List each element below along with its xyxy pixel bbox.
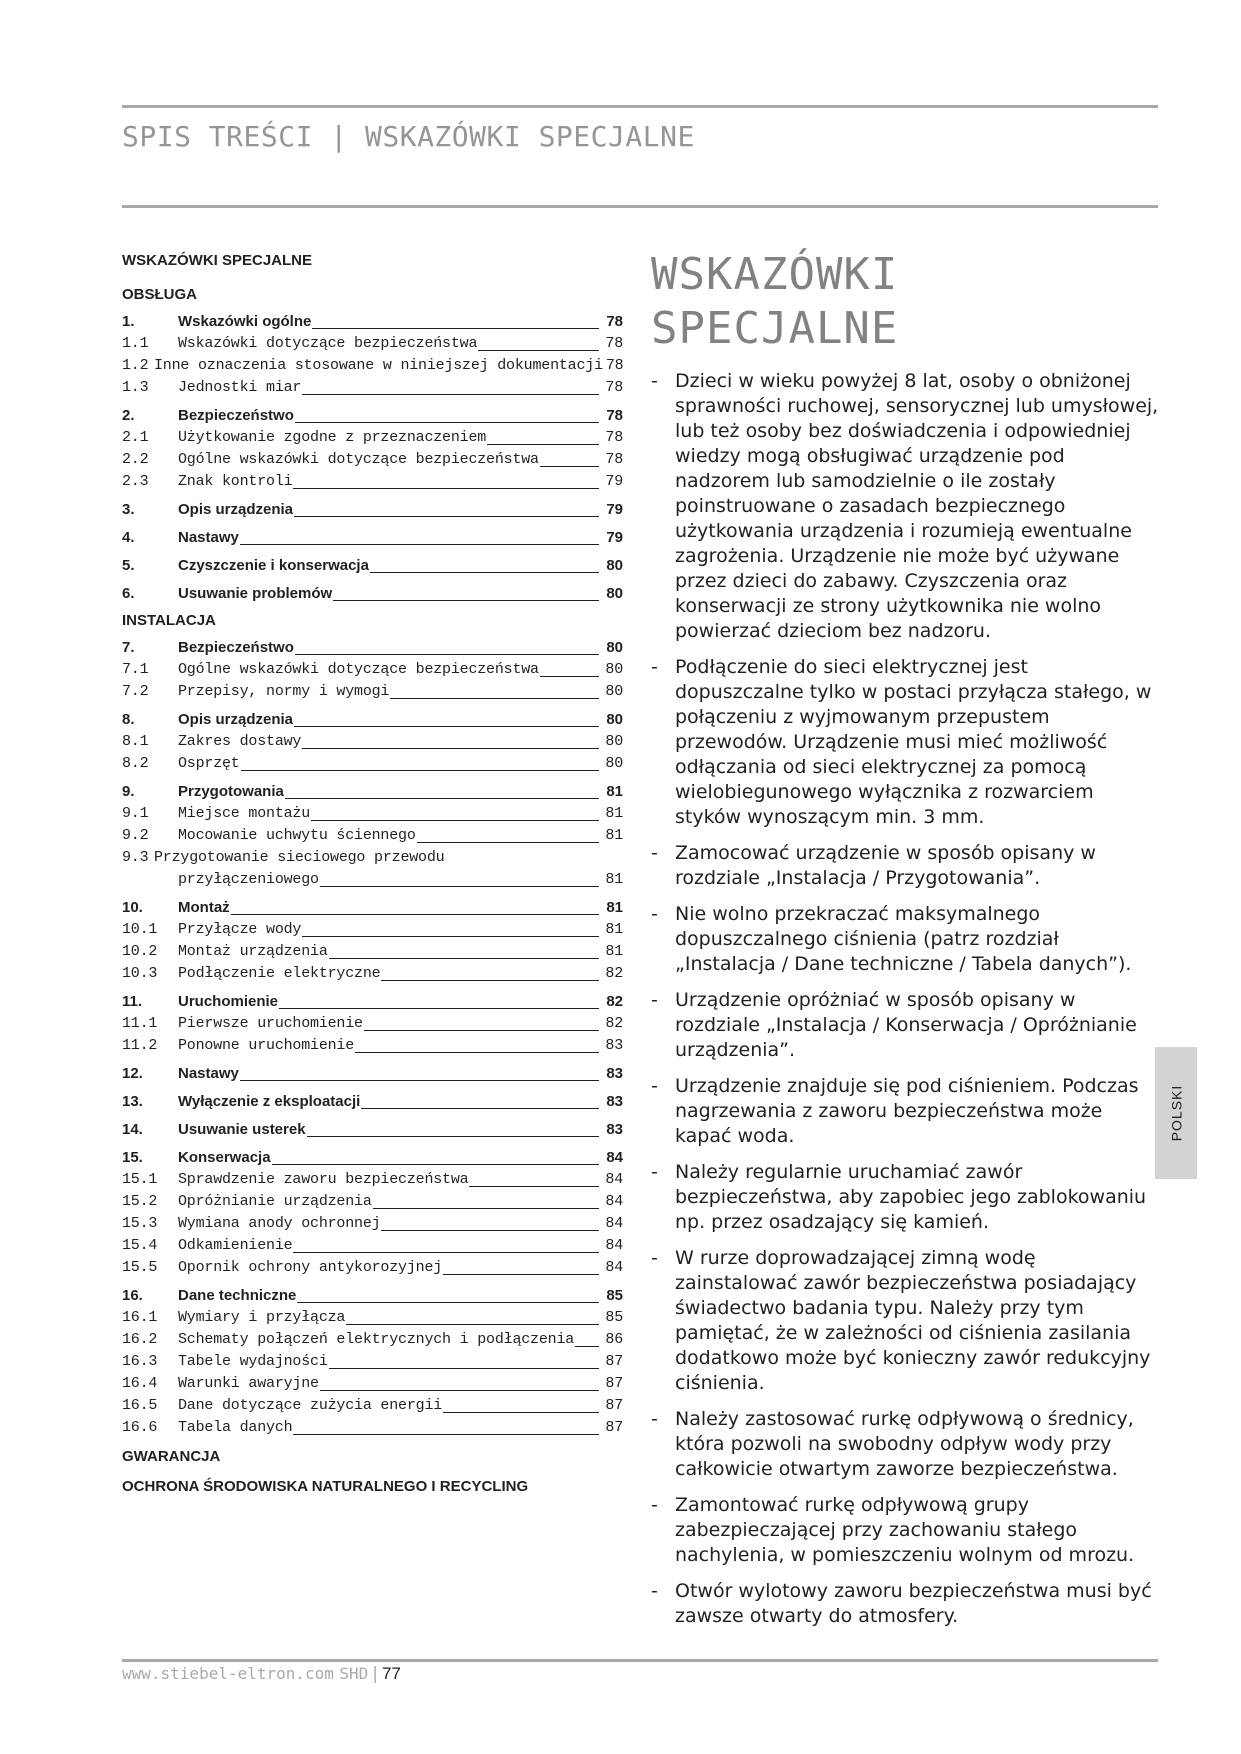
toc-entry-number: 7.2 bbox=[122, 683, 149, 700]
toc-leader-line bbox=[293, 1417, 599, 1435]
toc-entry-title: Mocowanie uchwytu ściennego bbox=[178, 827, 416, 844]
special-note-item bbox=[651, 1579, 1161, 1629]
toc-entry-title: Bezpieczeństwo bbox=[178, 407, 294, 424]
language-side-tab bbox=[1155, 1047, 1197, 1179]
toc-leader-line bbox=[487, 427, 599, 445]
toc-leader-line bbox=[443, 1395, 599, 1413]
toc-entry-number: 9.3 bbox=[122, 849, 149, 866]
bullet-dash: - bbox=[651, 903, 658, 925]
toc-leader-line bbox=[231, 897, 599, 915]
header-rule bbox=[122, 205, 1158, 208]
toc-entry-number: 15.1 bbox=[122, 1171, 158, 1188]
toc-entry-title: Usuwanie problemów bbox=[178, 585, 333, 602]
toc-entry-number: 1.1 bbox=[122, 335, 149, 352]
toc-entry-number: 16.4 bbox=[122, 1375, 158, 1392]
toc-entry-title: Ogólne wskazówki dotyczące bezpieczeństwa bbox=[178, 661, 539, 678]
special-note-item bbox=[651, 1160, 1161, 1235]
toc-entry-page: 87 bbox=[605, 1375, 623, 1392]
toc-entry-number: 5. bbox=[122, 557, 135, 574]
toc-entry bbox=[122, 825, 623, 847]
special-notes-list bbox=[651, 369, 1161, 1640]
toc-entry-title: Osprzęt bbox=[178, 755, 240, 772]
toc-entry-number: 2. bbox=[122, 407, 135, 424]
toc-entry-page: 78 bbox=[606, 313, 623, 330]
toc-entry bbox=[122, 471, 623, 493]
toc-entry-page: 80 bbox=[605, 683, 623, 700]
toc-entry-title: Bezpieczeństwo bbox=[178, 639, 294, 656]
toc-entry bbox=[122, 1119, 623, 1141]
toc-entry-page: 80 bbox=[606, 639, 623, 656]
toc-leader-line bbox=[302, 377, 599, 395]
toc-leader-line bbox=[329, 941, 599, 959]
toc-entry-number: 15.2 bbox=[122, 1193, 158, 1210]
toc-entry-title: Tabela danych bbox=[178, 1419, 293, 1436]
toc-leader-line bbox=[540, 659, 599, 677]
special-note-text: W rurze doprowadzającej zimną wodę zainstalować zawór bezpieczeństwa posiadający świadectwo badania typu. Należy przy tym pamiętać, że w zależności od ciśnienia zasilania dodatkowo może być konieczny zawór redukcyjny ciśnienia. bbox=[675, 1247, 1151, 1394]
toc-entry bbox=[122, 527, 623, 549]
toc-entry-title: Czyszczenie i konserwacja bbox=[178, 557, 369, 574]
toc-entry bbox=[122, 963, 623, 985]
toc-entry bbox=[122, 499, 623, 521]
bullet-dash: - bbox=[651, 1494, 658, 1516]
toc-entry-page: 83 bbox=[606, 1121, 623, 1138]
toc-entry-title: Opornik ochrony antykorozyjnej bbox=[178, 1259, 443, 1276]
toc-entry-number: 1.3 bbox=[122, 379, 149, 396]
toc-heading-operation: OBSŁUGA bbox=[122, 286, 197, 303]
toc-leader-line bbox=[294, 499, 599, 517]
toc-entry bbox=[122, 1329, 623, 1351]
toc-leader-line bbox=[240, 527, 599, 545]
toc-entry-page: 83 bbox=[606, 1093, 623, 1110]
toc-entry bbox=[122, 1395, 623, 1417]
toc-entry-title: Pierwsze uruchomienie bbox=[178, 1015, 363, 1032]
toc-entry-page: 84 bbox=[605, 1171, 623, 1188]
toc-entry-page: 78 bbox=[605, 357, 624, 374]
toc-entry-title: Dane techniczne bbox=[178, 1287, 297, 1304]
special-note-item bbox=[651, 369, 1161, 644]
special-note-text: Należy zastosować rurkę odpływową o średnicy, która pozwoli na swobodny odpływ wody przy całkowicie otwartym zaworze bezpieczeństwa. bbox=[675, 1408, 1134, 1480]
toc-entry-title: Opis urządzenia bbox=[178, 501, 294, 518]
toc-entry-title: Zakres dostawy bbox=[178, 733, 302, 750]
footer-separator: | bbox=[372, 1664, 378, 1684]
toc-entry-title: Przepisy, normy i wymogi bbox=[178, 683, 390, 700]
toc-entry-page: 81 bbox=[605, 827, 623, 844]
toc-entry-number: 12. bbox=[122, 1065, 143, 1082]
toc-entry-number: 2.2 bbox=[122, 451, 149, 468]
toc-entry-page: 80 bbox=[606, 711, 623, 728]
toc-entry-page: 84 bbox=[605, 1215, 623, 1232]
bullet-dash: - bbox=[651, 1247, 658, 1269]
special-notes-title bbox=[651, 248, 898, 356]
toc-entry-page: 84 bbox=[605, 1193, 623, 1210]
toc-leader-line bbox=[279, 991, 599, 1009]
toc-leader-line bbox=[293, 471, 599, 489]
toc-entry bbox=[122, 847, 623, 891]
toc-entry-number: 15.3 bbox=[122, 1215, 158, 1232]
toc-heading-environment: OCHRONA ŚRODOWISKA NATURALNEGO I RECYCLING bbox=[122, 1478, 529, 1495]
toc-entry-number: 2.3 bbox=[122, 473, 149, 490]
toc-entry bbox=[122, 1257, 623, 1279]
toc-leader-line bbox=[361, 1091, 599, 1109]
toc-entry-title: Przygotowanie sieciowego przewodu bbox=[154, 849, 445, 866]
toc-heading-warranty: GWARANCJA bbox=[122, 1448, 221, 1465]
toc-entry-title: Wskazówki dotyczące bezpieczeństwa bbox=[178, 335, 478, 352]
toc-entry-number: 4. bbox=[122, 529, 135, 546]
toc-entry-title: Znak kontroli bbox=[178, 473, 293, 490]
toc-leader-line bbox=[355, 1035, 599, 1053]
toc-entry bbox=[122, 1063, 623, 1085]
toc-entry-title: Schematy połączeń elektrycznych i podłączenia bbox=[178, 1331, 575, 1348]
toc-entry-title: Sprawdzenie zaworu bezpieczeństwa bbox=[178, 1171, 469, 1188]
toc-leader-line bbox=[240, 1063, 599, 1081]
special-note-text: Urządzenie znajduje się pod ciśnieniem. Podczas nagrzewania z zaworu bezpieczeństwa może kapać woda. bbox=[675, 1075, 1139, 1147]
toc-entry-number: 15. bbox=[122, 1149, 143, 1166]
toc-entry bbox=[122, 377, 623, 399]
toc-leader-line bbox=[381, 1213, 599, 1231]
toc-entry-page: 83 bbox=[605, 1037, 623, 1054]
bullet-dash: - bbox=[651, 1075, 658, 1097]
toc-leader-line bbox=[312, 311, 599, 329]
toc-entry-page: 80 bbox=[605, 755, 623, 772]
toc-entry-number: 13. bbox=[122, 1093, 143, 1110]
toc-entry-number: 16.1 bbox=[122, 1309, 158, 1326]
toc-entry bbox=[122, 405, 623, 427]
toc-entry bbox=[122, 709, 623, 731]
toc-entry bbox=[122, 1351, 623, 1373]
toc-heading-installation: INSTALACJA bbox=[122, 612, 216, 629]
toc-entry-title: Opis urządzenia bbox=[178, 711, 294, 728]
toc-leader-line bbox=[390, 681, 599, 699]
toc-entry bbox=[122, 897, 623, 919]
footer-page-number: 77 bbox=[381, 1664, 401, 1683]
special-note-item bbox=[651, 841, 1161, 891]
toc-entry-title: Inne oznaczenia stosowane w niniejszej dokumentacji bbox=[154, 357, 603, 374]
toc-entry-page: 81 bbox=[605, 871, 623, 888]
toc-heading-special: WSKAZÓWKI SPECJALNE bbox=[122, 252, 313, 269]
toc-entry-title-continued: przyłączeniowego bbox=[178, 871, 319, 888]
toc-entry-title: Odkamienienie bbox=[178, 1237, 293, 1254]
toc-entry-number: 9. bbox=[122, 783, 135, 800]
toc-entry bbox=[122, 659, 623, 681]
toc-entry bbox=[122, 1235, 623, 1257]
toc-entry bbox=[122, 781, 623, 803]
toc-entry bbox=[122, 637, 623, 659]
toc-leader-line bbox=[297, 1285, 599, 1303]
toc-entry-number: 10.1 bbox=[122, 921, 158, 938]
toc-entry-number: 8. bbox=[122, 711, 135, 728]
toc-leader-line bbox=[320, 1373, 599, 1391]
toc-entry-page: 83 bbox=[606, 1065, 623, 1082]
toc-entry-number: 1.2 bbox=[122, 357, 149, 374]
toc-entry-title: Jednostki miar bbox=[178, 379, 302, 396]
toc-entry-number: 11.1 bbox=[122, 1015, 158, 1032]
toc-entry-page: 82 bbox=[606, 993, 623, 1010]
toc-leader-line bbox=[540, 449, 599, 467]
toc-entry-page: 80 bbox=[606, 585, 623, 602]
page-header-title: SPIS TREŚCI | WSKAZÓWKI SPECJALNE bbox=[122, 120, 695, 153]
toc-entry bbox=[122, 583, 623, 605]
toc-operation-list bbox=[122, 311, 623, 605]
toc-entry-page: 87 bbox=[605, 1353, 623, 1370]
toc-entry bbox=[122, 311, 623, 333]
special-note-text: Dzieci w wieku powyżej 8 lat, osoby o obniżonej sprawności ruchowej, sensorycznej lub umysłowej, lub też osoby bez doświadczenia i odpowiedniej wiedzy mogą obsługiwać urządzenie pod nadzorem lub samodzielnie o ile zostały poinstruowane o zasadach bezpiecznego użytkowania urządzenia i rozumieją ewentualne zagrożenia. Urządzenie nie może być używane przez dzieci do zabawy. Czyszczenia oraz konserwacji ze strony użytkownika nie wolno powierzać dzieciom bez nadzoru. bbox=[675, 370, 1159, 642]
toc-entry-title: Wskazówki ogólne bbox=[178, 313, 312, 330]
toc-entry-page: 81 bbox=[605, 805, 623, 822]
toc-leader-line bbox=[307, 1119, 599, 1137]
toc-entry-title: Konserwacja bbox=[178, 1149, 271, 1166]
toc-entry bbox=[122, 1091, 623, 1113]
footer-url: www.stiebel-eltron.com bbox=[122, 1664, 334, 1683]
toc-entry-page: 87 bbox=[605, 1397, 623, 1414]
toc-entry-title: Dane dotyczące zużycia energii bbox=[178, 1397, 443, 1414]
toc-entry-title: Warunki awaryjne bbox=[178, 1375, 319, 1392]
toc-entry bbox=[122, 1035, 623, 1057]
toc-entry-page: 79 bbox=[605, 473, 623, 490]
toc-leader-line bbox=[241, 753, 599, 771]
toc-leader-line bbox=[381, 963, 599, 981]
toc-entry-number: 8.2 bbox=[122, 755, 149, 772]
toc-entry-number: 8.1 bbox=[122, 733, 149, 750]
toc-leader-line bbox=[469, 1169, 599, 1187]
toc-entry-title: Ogólne wskazówki dotyczące bezpieczeństwa bbox=[178, 451, 539, 468]
toc-leader-line bbox=[285, 781, 599, 799]
toc-entry-number: 10.2 bbox=[122, 943, 158, 960]
toc-entry-title: Wyłączenie z eksploatacji bbox=[178, 1093, 361, 1110]
toc-leader-line bbox=[373, 1191, 599, 1209]
toc-entry bbox=[122, 1013, 623, 1035]
toc-entry bbox=[122, 427, 623, 449]
toc-entry-number: 11. bbox=[122, 993, 143, 1010]
toc-entry-number: 10.3 bbox=[122, 965, 158, 982]
toc-entry-page: 84 bbox=[605, 1259, 623, 1276]
toc-entry-page: 78 bbox=[605, 429, 623, 446]
toc-entry-number: 15.5 bbox=[122, 1259, 158, 1276]
toc-leader-line bbox=[302, 919, 599, 937]
toc-entry-number: 7. bbox=[122, 639, 135, 656]
toc-leader-line bbox=[272, 1147, 599, 1165]
bullet-dash: - bbox=[651, 842, 658, 864]
special-note-text: Otwór wylotowy zaworu bezpieczeństwa musi być zawsze otwarty do atmosfery. bbox=[675, 1580, 1152, 1627]
toc-leader-line bbox=[370, 555, 599, 573]
special-note-text: Podłączenie do sieci elektrycznej jest dopuszczalne tylko w postaci przyłącza stałego, w połączeniu z wyjmowanym przepustem przewodów. Urządzenie musi mieć możliwość odłączania od sieci elektrycznej za pomocą wielobiegunowego wyłącznika z rozwarciem styków wynoszącym min. 3 mm. bbox=[675, 656, 1152, 828]
language-label: POLSKI bbox=[1168, 1084, 1184, 1142]
special-note-text: Nie wolno przekraczać maksymalnego dopuszczalnego ciśnienia (patrz rozdział „Instalacja / Dane techniczne / Tabela danych”). bbox=[675, 903, 1132, 975]
toc-entry-page: 87 bbox=[605, 1419, 623, 1436]
toc-leader-line bbox=[294, 709, 599, 727]
special-note-text: Urządzenie opróżniać w sposób opisany w rozdziale „Instalacja / Konserwacja / Opróżnianie urządzenia”. bbox=[675, 989, 1137, 1061]
toc-entry-page: 81 bbox=[606, 783, 623, 800]
special-note-item bbox=[651, 1493, 1161, 1568]
bullet-dash: - bbox=[651, 370, 658, 392]
title-line-2: SPECJALNE bbox=[651, 303, 899, 354]
toc-entry-page: 80 bbox=[606, 557, 623, 574]
toc-entry bbox=[122, 333, 623, 355]
toc-entry-title: Podłączenie elektryczne bbox=[178, 965, 381, 982]
toc-leader-line bbox=[295, 405, 599, 423]
toc-entry bbox=[122, 753, 623, 775]
toc-entry bbox=[122, 991, 623, 1013]
toc-entry-number: 16.6 bbox=[122, 1419, 158, 1436]
toc-entry bbox=[122, 803, 623, 825]
toc-entry-title: Nastawy bbox=[178, 1065, 239, 1082]
bullet-dash: - bbox=[651, 989, 658, 1011]
toc-entry-page: 79 bbox=[606, 501, 623, 518]
toc-entry-title: Miejsce montażu bbox=[178, 805, 311, 822]
toc-entry bbox=[122, 355, 623, 377]
toc-entry-page: 78 bbox=[605, 379, 623, 396]
toc-entry bbox=[122, 449, 623, 471]
toc-entry-title: Wymiary i przyłącza bbox=[178, 1309, 346, 1326]
toc-entry-number: 16.2 bbox=[122, 1331, 158, 1348]
toc-entry-page: 82 bbox=[605, 965, 623, 982]
toc-entry-page: 85 bbox=[605, 1309, 623, 1326]
special-note-text: Zamocować urządzenie w sposób opisany w rozdziale „Instalacja / Przygotowania”. bbox=[675, 842, 1096, 889]
special-note-item bbox=[651, 1246, 1161, 1396]
bullet-dash: - bbox=[651, 656, 658, 678]
special-note-item bbox=[651, 902, 1161, 977]
page-footer bbox=[122, 1662, 401, 1686]
toc-entry bbox=[122, 1307, 623, 1329]
toc-entry-number: 3. bbox=[122, 501, 135, 518]
toc-entry-number: 7.1 bbox=[122, 661, 149, 678]
toc-entry-page: 79 bbox=[606, 529, 623, 546]
toc-entry-title: Montaż urządzenia bbox=[178, 943, 328, 960]
toc-entry-title: Wymiana anody ochronnej bbox=[178, 1215, 381, 1232]
toc-entry-number: 2.1 bbox=[122, 429, 149, 446]
toc-leader-line bbox=[575, 1329, 599, 1347]
toc-entry-number: 9.2 bbox=[122, 827, 149, 844]
toc-entry-page: 85 bbox=[606, 1287, 623, 1304]
toc-leader-line bbox=[320, 869, 599, 887]
toc-leader-line bbox=[295, 637, 599, 655]
toc-entry-number: 1. bbox=[122, 313, 135, 330]
toc-entry-title: Usuwanie usterek bbox=[178, 1121, 306, 1138]
toc-leader-line bbox=[302, 731, 599, 749]
toc-entry-title: Nastawy bbox=[178, 529, 239, 546]
title-line-1: WSKAZÓWKI bbox=[651, 249, 899, 300]
toc-entry bbox=[122, 555, 623, 577]
toc-entry-title: Ponowne uruchomienie bbox=[178, 1037, 355, 1054]
toc-entry-number: 16.5 bbox=[122, 1397, 158, 1414]
bullet-dash: - bbox=[651, 1408, 658, 1430]
toc-entry-page: 81 bbox=[606, 899, 623, 916]
toc-entry-page: 78 bbox=[606, 407, 623, 424]
toc-installation-list bbox=[122, 637, 623, 1439]
toc-entry bbox=[122, 1213, 623, 1235]
special-note-text: Należy regularnie uruchamiać zawór bezpieczeństwa, aby zapobiec jego zablokowaniu np. przez osadzający się kamień. bbox=[675, 1161, 1147, 1233]
toc-entry-title: Przyłącze wody bbox=[178, 921, 302, 938]
special-note-item bbox=[651, 1407, 1161, 1482]
toc-entry bbox=[122, 1417, 623, 1439]
toc-entry-page: 80 bbox=[605, 661, 623, 678]
toc-leader-line bbox=[443, 1257, 599, 1275]
toc-entry-number: 16.3 bbox=[122, 1353, 158, 1370]
toc-entry bbox=[122, 1373, 623, 1395]
bullet-dash: - bbox=[651, 1580, 658, 1602]
toc-entry-number: 11.2 bbox=[122, 1037, 158, 1054]
toc-entry-page: 78 bbox=[605, 451, 623, 468]
special-note-item bbox=[651, 655, 1161, 830]
toc-entry bbox=[122, 1191, 623, 1213]
toc-leader-line bbox=[333, 583, 599, 601]
footer-model: SHD bbox=[339, 1664, 369, 1683]
toc-entry-page: 84 bbox=[606, 1149, 623, 1166]
toc-entry-number: 16. bbox=[122, 1287, 143, 1304]
toc-entry bbox=[122, 1169, 623, 1191]
toc-entry-number: 6. bbox=[122, 585, 135, 602]
toc-leader-line bbox=[346, 1307, 599, 1325]
toc-entry-title: Tabele wydajności bbox=[178, 1353, 328, 1370]
toc-entry-page: 86 bbox=[605, 1331, 623, 1348]
toc-leader-line bbox=[417, 825, 599, 843]
toc-entry-number: 15.4 bbox=[122, 1237, 158, 1254]
special-note-item bbox=[651, 1074, 1161, 1149]
toc-entry-page: 80 bbox=[605, 733, 623, 750]
toc-entry bbox=[122, 681, 623, 703]
toc-entry bbox=[122, 919, 623, 941]
toc-entry bbox=[122, 1147, 623, 1169]
toc-entry-title: Montaż bbox=[178, 899, 230, 916]
top-rule bbox=[122, 105, 1158, 108]
toc-entry-number: 9.1 bbox=[122, 805, 149, 822]
toc-entry-title: Użytkowanie zgodne z przeznaczeniem bbox=[178, 429, 487, 446]
toc-entry-title: Przygotowania bbox=[178, 783, 284, 800]
toc-entry bbox=[122, 941, 623, 963]
toc-leader-line bbox=[311, 803, 599, 821]
toc-entry-number: 10. bbox=[122, 899, 143, 916]
toc-leader-line bbox=[293, 1235, 599, 1253]
toc-entry bbox=[122, 731, 623, 753]
toc-entry-page: 84 bbox=[605, 1237, 623, 1254]
special-note-item bbox=[651, 988, 1161, 1063]
toc-entry-page: 78 bbox=[605, 335, 623, 352]
bullet-dash: - bbox=[651, 1161, 658, 1183]
toc-leader-line bbox=[478, 333, 599, 351]
toc-leader-line bbox=[364, 1013, 599, 1031]
toc-entry-page: 81 bbox=[605, 943, 623, 960]
table-of-contents bbox=[122, 251, 623, 1497]
special-note-text: Zamontować rurkę odpływową grupy zabezpieczającej przy zachowaniu stałego nachylenia, w pomieszczeniu wolnym od mrozu. bbox=[675, 1494, 1135, 1566]
toc-entry-page: 81 bbox=[605, 921, 623, 938]
toc-entry-number: 14. bbox=[122, 1121, 143, 1138]
toc-entry-page: 82 bbox=[605, 1015, 623, 1032]
toc-entry bbox=[122, 1285, 623, 1307]
toc-entry-title: Opróżnianie urządzenia bbox=[178, 1193, 372, 1210]
toc-entry-title: Uruchomienie bbox=[178, 993, 279, 1010]
toc-leader-line bbox=[329, 1351, 599, 1369]
